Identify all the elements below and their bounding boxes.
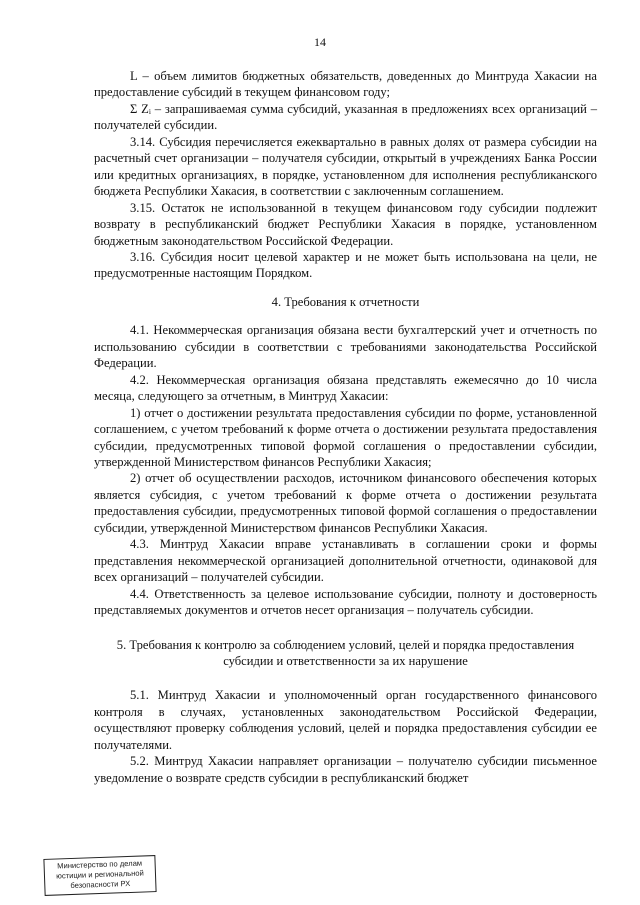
paragraph: 4.3. Минтруд Хакасии вправе устанавливать в соглашении сроки и формы представления некоммерческой организацией дополнительной отчетности, одинаковой для всех организаций – получателей субсидии. (94, 537, 597, 585)
paragraph: 3.16. Субсидия носит целевой характер и не может быть использована на цели, не предусмотренные настоящим Порядком. (94, 249, 597, 281)
paragraph: 4.4. Ответственность за целевое использование субсидии, полноту и достоверность представляемых документов и отчетов несет организация – получатель субсидии. (94, 586, 597, 618)
ministry-stamp (43, 855, 156, 896)
paragraph: L – объем лимитов бюджетных обязательств, доведенных до Минтруда Хакасии на предоставление субсидий в текущем финансовом году; (94, 69, 597, 100)
stamp-line: юстиции и региональной (56, 868, 144, 881)
paragraph: 5.1. Минтруд Хакасии и уполномоченный орган государственного финансового контроля в случаях, установленных законодательством Российской Федерации, осуществляют проверку соблюдения условий, целей и порядка предоставления субсидии ее получателями. (94, 688, 597, 752)
paragraph: 5.2. Минтруд Хакасии направляет организации – получателю субсидии письменное уведомление о возврате средств субсидии в республиканский бюджет (94, 754, 597, 785)
document-body (94, 68, 597, 786)
section-heading-5: 5. Требования к контролю за соблюдением условий, целей и порядка предоставления субсидии и ответственности за их нарушение (116, 637, 575, 668)
paragraph: 3.14. Субсидия перечисляется ежеквартально в равных долях от размера субсидии на расчетный счет организации – получателя субсидии, открытый в учреждениях Банка России или кредитных организациях, в порядке, установленном для исполнения республиканского бюджета Республики Хакасия, в соответствии с заключенным соглашением. (94, 134, 597, 199)
paragraph: Σ Zᵢ – запрашиваемая сумма субсидий, указанная в предложениях всех организаций – получателей субсидии. (94, 101, 597, 133)
paragraph: 1) отчет о достижении результата предоставления субсидии по форме, установленной соглашением, с учетом требований к форме отчета о достижении результата предоставления субсидии, предусмотренных типовой формой соглашения о предоставлении субсидии, утвержденной Министерством финансов Республики Хакасия; (94, 405, 597, 469)
section-heading-4: 4. Требования к отчетности (271, 294, 420, 309)
paragraph: 4.2. Некоммерческая организация обязана представлять ежемесячно до 10 числа месяца, следующего за отчетным, в Минтруд Хакасии: (94, 372, 597, 404)
paragraph: 3.15. Остаток не использованной в текущем финансовом году субсидии подлежит возврату в республиканский бюджет Республики Хакасия в порядке, установленном бюджетным законодательством Российской Федерации. (94, 200, 597, 248)
page-number: 14 (314, 35, 326, 49)
paragraph: 2) отчет об осуществлении расходов, источником финансового обеспечения которых является субсидия, с учетом требований к форме отчета о достижении результата предоставления субсидии, предусмотренных типовой формой соглашения о предоставлении субсидии, утвержденной Министерством финансов Республики Хакасия. (94, 471, 597, 535)
paragraph: 4.1. Некоммерческая организация обязана вести бухгалтерский учет и отчетность по использованию субсидии в соответствии с требованиями законодательства Российской Федерации. (94, 323, 597, 371)
stamp-line: безопасности РХ (70, 878, 131, 891)
stamp-line: Министерство по делам (57, 858, 143, 871)
